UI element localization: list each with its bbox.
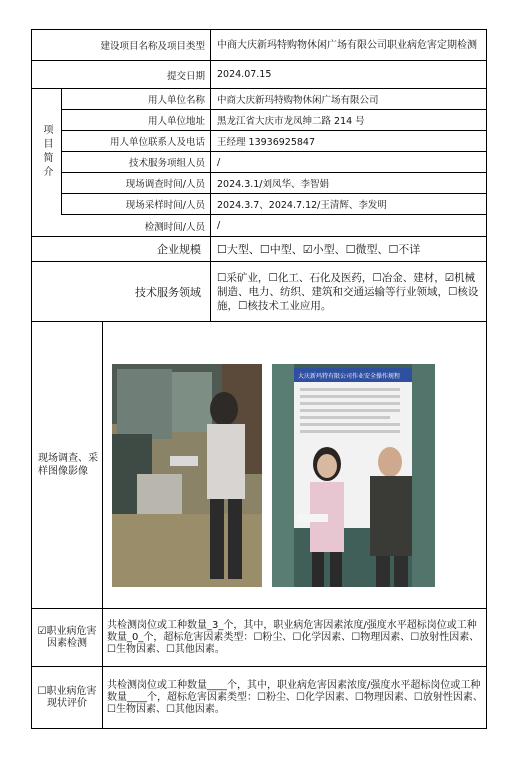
detect-label: ☑职业病危害因素检测 bbox=[37, 625, 97, 649]
eval-value: 共检测岗位或工种数量____个，其中，职业病危害因素浓度/强度水平超标岗位或工种数量____个，超标危害因素类型：☐粉尘、☐化学因素、☐物理因素、☐放射性因素、☐生物因素、☐其他因素。 bbox=[102, 667, 486, 729]
submit-date-label: 提交日期 bbox=[166, 70, 205, 82]
survey-value: 2024.3.1/刘凤华、李智娟 bbox=[210, 173, 486, 193]
row-employer-name bbox=[62, 89, 486, 110]
row-submit-date bbox=[32, 61, 486, 89]
row-field bbox=[32, 262, 486, 322]
row-project-name bbox=[32, 30, 486, 61]
photos-label: 现场调查、采样图像影像 bbox=[38, 453, 98, 477]
site-photo-left bbox=[112, 364, 262, 587]
sampling-label: 现场采样时间/人员 bbox=[125, 200, 205, 211]
row-employer-address bbox=[62, 110, 486, 131]
row-testing bbox=[32, 215, 486, 237]
service-team-value: / bbox=[210, 152, 486, 172]
testing-value: / bbox=[210, 215, 486, 236]
employer-name-label: 用人单位名称 bbox=[147, 95, 205, 106]
report-form bbox=[31, 29, 487, 729]
row-service-team bbox=[62, 152, 486, 173]
project-name-label: 建设项目名称及项目类型 bbox=[100, 41, 205, 52]
sampling-value: 2024.3.7、2024.7.12/王清辉、李发明 bbox=[210, 194, 486, 214]
contact-value: 王经理 13936925847 bbox=[210, 131, 486, 151]
survey-label: 现场调查时间/人员 bbox=[125, 179, 205, 190]
project-brief-sidebar bbox=[32, 89, 62, 215]
employer-name-value: 中商大庆新玛特购物休闲广场有限公司 bbox=[210, 89, 486, 109]
scale-value: ☐大型、☐中型、☑小型、☐微型、☐不详 bbox=[210, 237, 486, 261]
employer-address-label: 用人单位地址 bbox=[147, 116, 205, 127]
row-sampling bbox=[62, 194, 486, 215]
scale-label: 企业规模 bbox=[157, 243, 201, 256]
testing-label: 检测时间/人员 bbox=[144, 221, 205, 233]
project-brief-label: 项目简介 bbox=[41, 124, 52, 180]
field-value: ☐采矿业，☐化工、石化及医药，☐冶金、建材，☑机械制造、电力、纺织、建筑和交通运输等行业领域，☐核设施，☐核技术工业应用。 bbox=[210, 262, 486, 321]
row-detection bbox=[32, 609, 486, 667]
row-evaluation bbox=[32, 667, 486, 729]
service-team-label: 技术服务项组人员 bbox=[128, 158, 205, 169]
detect-value: 共检测岗位或工种数量_3_个，其中，职业病危害因素浓度/强度水平超标岗位或工种数量_0_个，超标危害因素类型：☐粉尘、☐化学因素、☐物理因素、☐放射性因素、☐生物因素、☐其他因素。 bbox=[102, 609, 486, 666]
row-contact bbox=[62, 131, 486, 152]
employer-address-value: 黑龙江省大庆市龙凤绅二路 214 号 bbox=[210, 110, 486, 130]
row-scale bbox=[32, 237, 486, 262]
safety-sign-title: 大庆新玛特有限公司作业安全操作规程 bbox=[298, 373, 401, 380]
row-survey bbox=[62, 173, 486, 194]
contact-label: 用人单位联系人及电话 bbox=[109, 137, 205, 148]
site-photo-right bbox=[272, 364, 435, 587]
submit-date-value: 2024.07.15 bbox=[210, 61, 486, 88]
project-name-value: 中商大庆新玛特购物休闲广场有限公司职业病危害定期检测 bbox=[210, 30, 486, 60]
site-photo-right-image bbox=[272, 364, 435, 587]
site-photo-left-image bbox=[112, 364, 262, 587]
field-label: 技术服务领域 bbox=[135, 285, 201, 299]
eval-label: ☐职业病危害现状评价 bbox=[37, 686, 97, 709]
